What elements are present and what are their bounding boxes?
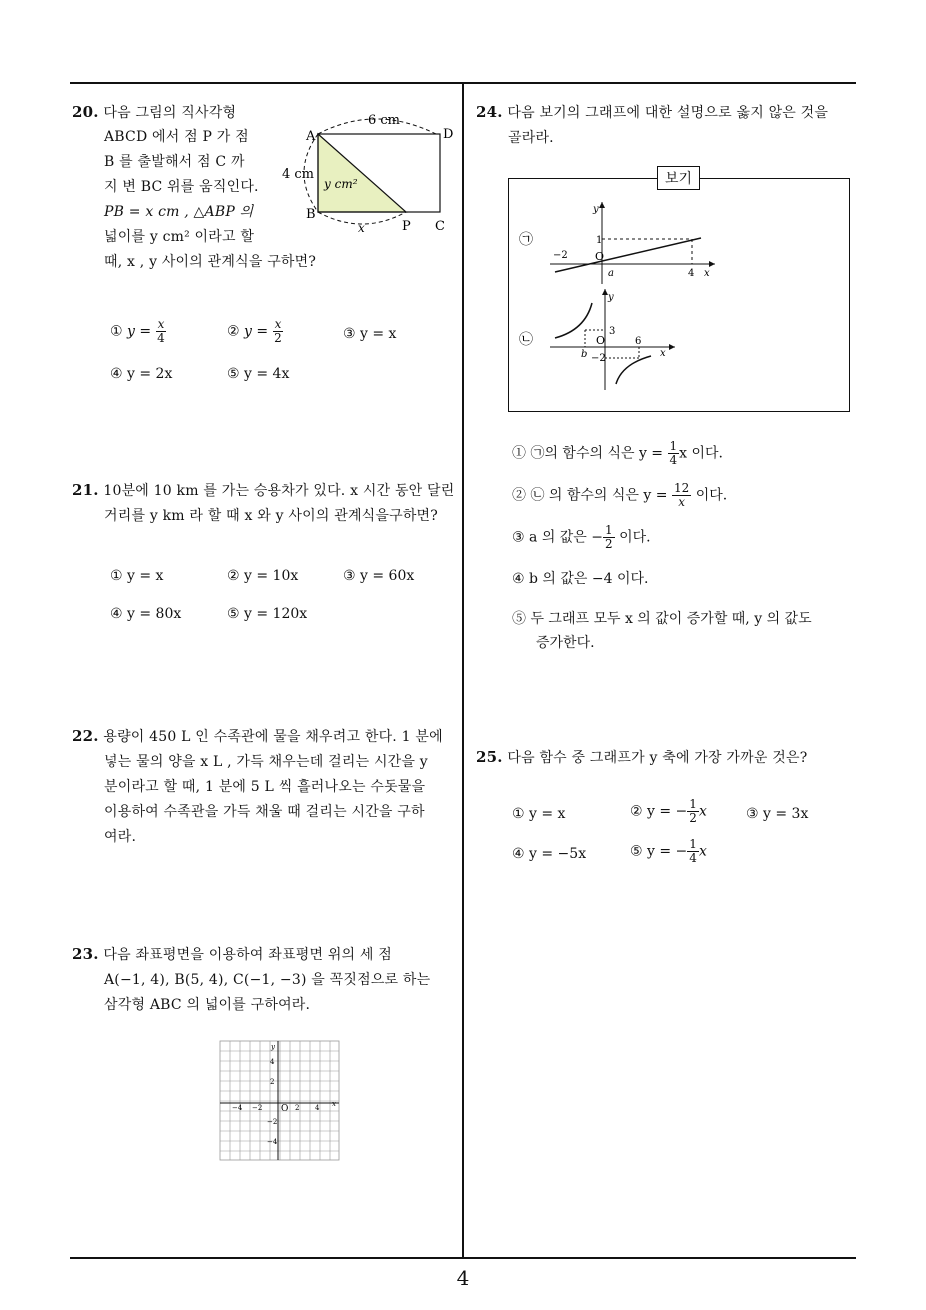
q24-option-5-cont: 증가한다. <box>536 635 595 651</box>
grid-y-label: y <box>271 1043 275 1051</box>
q22-line: 이용하여 수족관을 가득 채울 때 걸리는 시간을 구하 <box>104 804 425 820</box>
q25-text: 다음 함수 중 그래프가 y 축에 가장 가까운 것은? <box>507 750 808 766</box>
q25-option-2[interactable]: ② y = − $\frac{1}{2}$ x <box>630 797 707 825</box>
vertex-D: D <box>443 127 454 142</box>
question-22 <box>72 724 462 850</box>
question-number: 24. <box>476 103 503 121</box>
grid-origin: O <box>281 1104 289 1114</box>
graph1-a: a <box>608 268 614 279</box>
graph2-three: 3 <box>609 326 616 337</box>
label-4cm: 4 cm <box>282 167 315 182</box>
label-area: y cm² <box>324 177 358 191</box>
q20-option-4[interactable]: ④ y = 2x <box>110 366 173 382</box>
q23-line: 다음 좌표평면을 이용하여 좌표평면 위의 세 점 <box>103 947 393 963</box>
grid-y-tick: 4 <box>270 1058 275 1066</box>
q24-option-3[interactable]: ③ a 의 값은 − $\frac{1}{2}$ 이다. <box>512 523 651 551</box>
graph2-marker: ㉡ <box>519 332 533 348</box>
grid-x-tick: −2 <box>252 1104 263 1112</box>
question-number: 21. <box>72 481 99 499</box>
q20-option-3[interactable]: ③ y = x <box>343 326 397 342</box>
graph-linear <box>515 196 720 286</box>
q24-option-2[interactable]: ② ㉡ 의 함수의 식은 y = $\frac{12}{x}$ 이다. <box>512 481 728 509</box>
example-box-label: 보기 <box>657 166 700 190</box>
q21-options <box>110 568 440 628</box>
q24-option-5[interactable]: ⑤ 두 그래프 모두 x 의 값이 증가할 때, y 의 값도 <box>512 611 812 627</box>
grid-y-tick: −4 <box>267 1138 278 1146</box>
q20-line: 넓이를 y cm² 이라고 할 <box>104 229 255 245</box>
q20-option-1[interactable]: ① y = $\frac{x}{4}$ <box>110 317 165 345</box>
graph1-origin: O <box>595 250 605 263</box>
q20-line: ABCD 에서 점 P 가 점 <box>104 129 249 145</box>
graph1-minus2: −2 <box>553 250 568 261</box>
grid-x-tick: −4 <box>232 1104 243 1112</box>
q20-line: 다음 그림의 직사각형 <box>103 105 237 121</box>
q21-option-2[interactable]: ② y = 10x <box>227 568 299 584</box>
q24-option-4[interactable]: ④ b 의 값은 −4 이다. <box>512 571 649 587</box>
q25-option-3[interactable]: ③ y = 3x <box>746 806 809 822</box>
graph2-b: b <box>581 349 588 360</box>
question-23 <box>72 942 462 1018</box>
column-divider <box>462 82 464 1259</box>
q20-line: 지 변 BC 위를 움직인다. <box>104 179 259 195</box>
q22-line: 넣는 물의 양을 x L , 가득 채우는데 걸리는 시간을 y <box>104 754 428 770</box>
label-6cm: 6 cm <box>368 113 401 128</box>
grid-y-tick: −2 <box>267 1118 278 1126</box>
q24-options <box>512 440 852 660</box>
question-number: 23. <box>72 945 99 963</box>
question-25 <box>476 745 861 771</box>
question-24 <box>476 100 861 151</box>
grid-y-tick: 2 <box>270 1078 275 1086</box>
question-number: 22. <box>72 727 99 745</box>
vertex-B: B <box>306 207 316 222</box>
q22-line: 분이라고 할 때, 1 분에 5 L 씩 흘러나오는 수돗물을 <box>104 779 426 795</box>
graph2-minus2: −2 <box>591 353 606 364</box>
vertex-C: C <box>435 219 445 234</box>
q23-line: A(−1, 4), B(5, 4), C(−1, −3) 을 꼭짓점으로 하는 <box>104 972 431 988</box>
q20-options <box>110 318 440 388</box>
vertex-P: P <box>402 219 411 234</box>
graph1-x-label: x <box>704 268 710 279</box>
question-number: 25. <box>476 748 503 766</box>
q21-option-5[interactable]: ⑤ y = 120x <box>227 606 308 622</box>
q20-option-5[interactable]: ⑤ y = 4x <box>227 366 290 382</box>
question-number: 20. <box>72 103 99 121</box>
graph1-marker: ㉠ <box>519 232 533 248</box>
q22-line: 여라. <box>104 829 137 845</box>
graph1-y-label: y <box>593 204 599 215</box>
q21-option-1[interactable]: ① y = x <box>110 568 164 584</box>
grid-x-tick: 4 <box>315 1104 320 1112</box>
q21-option-3[interactable]: ③ y = 60x <box>343 568 415 584</box>
q25-option-5[interactable]: ⑤ y = − $\frac{1}{4}$ x <box>630 837 707 865</box>
q24-option-1[interactable]: ① ㉠의 함수의 식은 y = $\frac{1}{4}$ x 이다. <box>512 439 723 467</box>
q25-option-1[interactable]: ① y = x <box>512 806 566 822</box>
q20-line: PB = x cm , △ABP 의 <box>104 204 254 220</box>
q21-line: 거리를 y km 라 할 때 x 와 y 사이의 관계식을구하면? <box>104 508 438 524</box>
label-x: x <box>358 221 365 235</box>
graph2-y-label: y <box>608 292 614 303</box>
q20-option-2[interactable]: ② y = $\frac{x}{2}$ <box>227 317 282 345</box>
q23-line: 삼각형 ABC 의 넓이를 구하여라. <box>104 997 311 1013</box>
question-21 <box>72 478 462 622</box>
q20-line: 때, x , y 사이의 관계식을 구하면? <box>104 254 317 270</box>
graph1-four: 4 <box>688 268 695 279</box>
q24-line: 다음 보기의 그래프에 대한 설명으로 옳지 않은 것을 <box>507 105 829 121</box>
graph2-x-label: x <box>660 348 666 359</box>
q20-line: B 를 출발해서 점 C 까 <box>104 154 245 170</box>
q21-line: 10분에 10 km 를 가는 승용차가 있다. x 시간 동안 달린 <box>103 483 455 499</box>
page-number: 4 <box>456 1266 470 1290</box>
graph2-six: 6 <box>635 336 642 347</box>
coordinate-grid <box>219 1040 341 1162</box>
q24-line: 골라라. <box>508 130 554 146</box>
q21-option-4[interactable]: ④ y = 80x <box>110 606 182 622</box>
graph1-one: 1 <box>596 235 603 246</box>
grid-x-tick: 2 <box>295 1104 300 1112</box>
graph2-origin: O <box>596 334 606 347</box>
q22-line: 용량이 450 L 인 수족관에 물을 채우려고 한다. 1 분에 <box>103 729 443 745</box>
rectangle-figure <box>280 108 460 238</box>
q25-options <box>512 798 852 878</box>
vertex-A: A <box>306 129 316 144</box>
grid-x-label: x <box>332 1100 336 1108</box>
q25-option-4[interactable]: ④ y = −5x <box>512 846 587 862</box>
graph-inverse <box>515 286 720 396</box>
